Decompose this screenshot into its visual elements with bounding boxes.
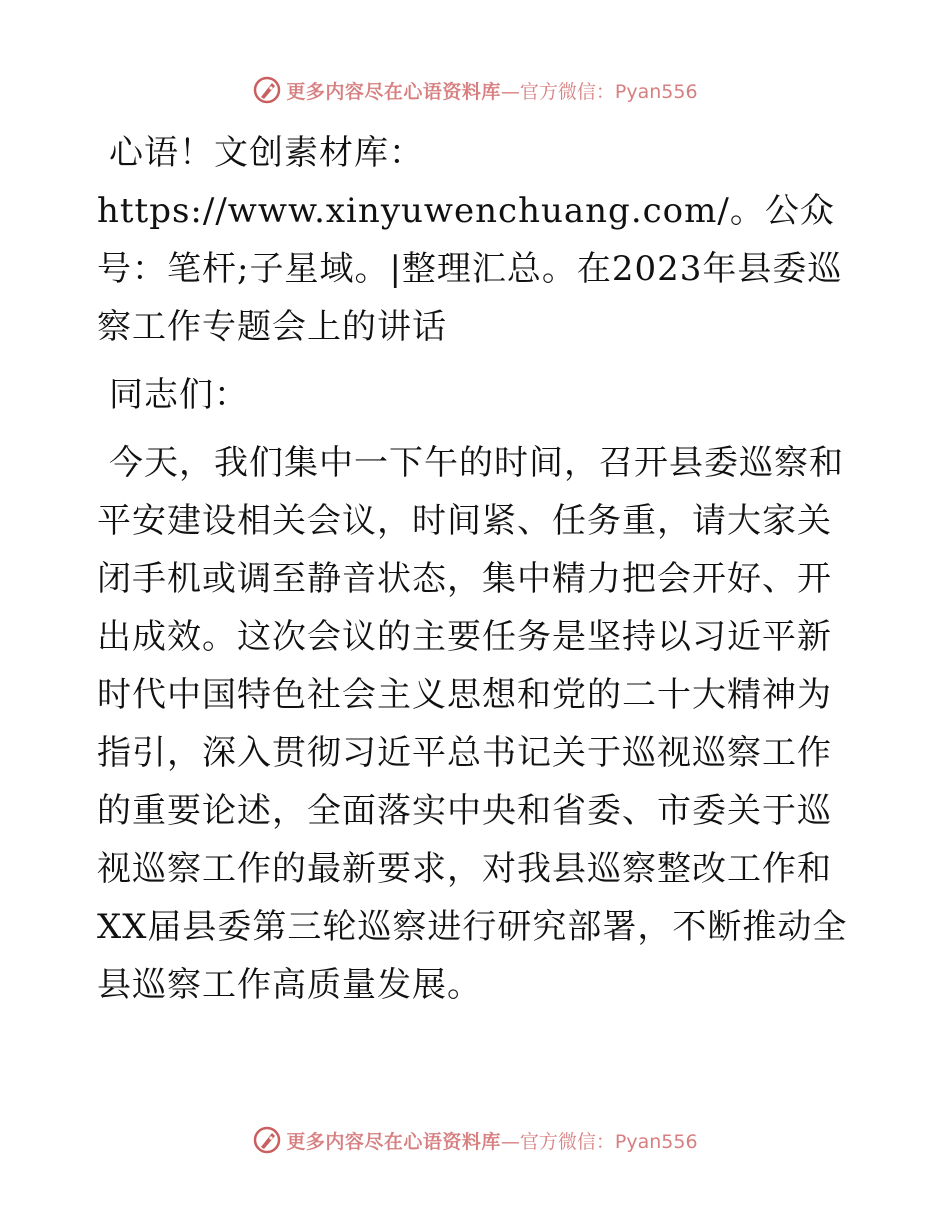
body-paragraph: 今天，我们集中一下午的时间，召开县委巡察和平安建设相关会议，时间紧、任务重，请大家关闭手机或调至静音状态，集中精力把会开好、开出成效。这次会议的主要任务是坚持以习近平新时代中国特色社会主义思想和党的二十大精神为指引，深入贯彻习近平总书记关于巡视巡察工作的重要论述，全面落实中央和省委、市委关于巡视巡察工作的最新要求，对我县巡察整改工作和XX届县委第三轮巡察进行研究部署，不断推动全县巡察工作高质量发展。: [97, 443, 848, 1005]
footer-watermark: [0, 1120, 950, 1160]
fountain-pen-logo-icon: [252, 75, 282, 105]
document-body: [97, 124, 857, 1014]
greeting: 同志们：: [109, 375, 249, 415]
watermark-suffix: —官方微信：Pyan556: [500, 80, 698, 103]
watermark-text: 更多内容尽在心语资料库: [286, 1130, 501, 1153]
header-watermark: [0, 70, 950, 110]
watermark-text: 更多内容尽在心语资料库: [286, 80, 501, 103]
document-title: 心语！文创素材库：https://www.xinyuwenchuang.com/。公众号：笔杆;子星域。|整理汇总。在2023年县委巡察工作专题会上的讲话: [97, 133, 843, 347]
watermark-suffix: —官方微信：Pyan556: [500, 1130, 698, 1153]
fountain-pen-logo-icon: [252, 1125, 282, 1155]
